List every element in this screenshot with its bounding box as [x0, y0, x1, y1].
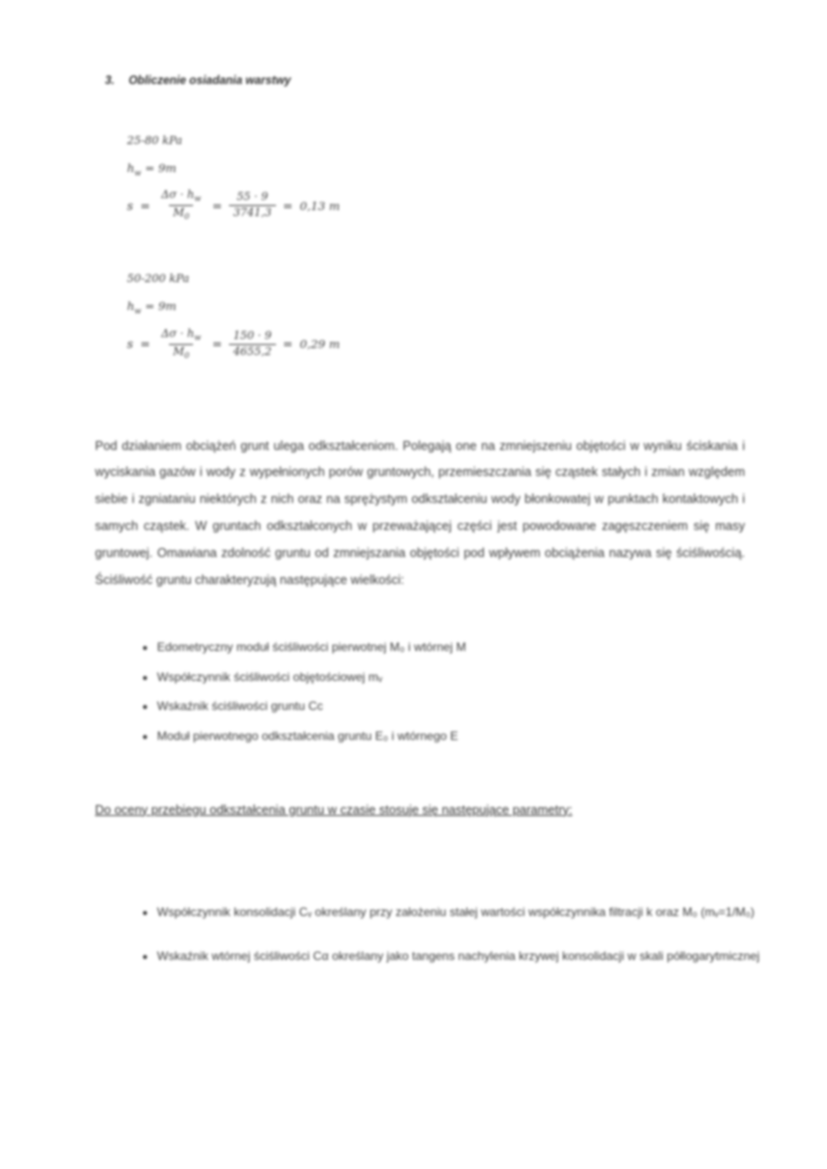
- settlement-formula: [127, 188, 745, 223]
- settlement-formula: [127, 327, 745, 362]
- time-parameters-list: [95, 897, 760, 972]
- list-item: • Wskaźnik ściśliwości gruntu Cc: [157, 697, 755, 716]
- layer-thickness: [127, 161, 745, 177]
- list-item: • Współczynnik konsolidacji Cᵥ określany przy założeniu stałej wartości współczynnika filtracji k oraz M₀ (mᵥ=1/M₀): [157, 897, 760, 928]
- compressibility-paragraph: Pod działaniem obciążeń grunt ulega odkształceniom. Polegają one na zmniejszeniu objętości w wyniku ściskania i wyciskania gazów i wody z wypełnionych porów gruntowych, przemieszczania się cząstek stałych i zmian względem siebie i zgniataniu niektórych z nich oraz na sprężystym odkształceniu wody błonkowatej w punktach kontaktowych i samych cząstek. W gruntach odkształconych w przeważającej części jest powodowane zagęszczeniem się masy gruntowej. Omawiana zdolność gruntu od zmniejszania objętości pod wpływem obciążenia nazywa się ściśliwością. Ściśliwość gruntu charakteryzują następujące wielkości:: [95, 438, 745, 587]
- layer-thickness: [127, 299, 745, 315]
- equals-sign: =: [282, 198, 293, 213]
- stress-range-label: 25-80 kPa: [127, 134, 183, 147]
- symbolic-fraction: [157, 188, 205, 223]
- fraction-numerator: 55 · 9: [236, 190, 269, 204]
- symbolic-fraction: [157, 327, 205, 362]
- equals-sign: =: [212, 198, 223, 213]
- thickness-value: = 9m: [144, 299, 177, 314]
- equals-sign: =: [140, 337, 151, 352]
- equals-sign: =: [282, 337, 293, 352]
- calc-block-2: [127, 272, 745, 361]
- numeric-fraction: [229, 190, 276, 221]
- compressibility-list: [95, 638, 755, 746]
- fraction-numerator: $\Delta\sigma \cdot h_w$: [161, 188, 202, 204]
- fraction-denominator: 4655,2: [229, 344, 276, 360]
- calc-block-1: [127, 134, 745, 223]
- time-parameters-heading: Do oceny przebiegu odkształcenia gruntu w czasie stosuje się następujące parametry:: [95, 802, 573, 817]
- settlement-result: 0,29 m: [299, 337, 340, 352]
- equals-sign: =: [212, 337, 223, 352]
- thickness-symbol: h: [127, 161, 135, 175]
- heading-number: 3.: [105, 75, 115, 87]
- fraction-denominator: 3741,3: [229, 205, 276, 221]
- list-item: • Moduł pierwotnego odkształcenia gruntu E₀ i wtórnego E: [157, 727, 755, 746]
- fraction-numerator: $\Delta\sigma \cdot h_w$: [161, 326, 202, 342]
- fraction-denominator: $M_0$: [169, 205, 193, 223]
- numeric-fraction: [229, 329, 276, 360]
- fraction-numerator: 150 · 9: [233, 328, 272, 342]
- section-heading: [105, 75, 745, 87]
- thickness-subscript: w: [134, 306, 142, 316]
- stress-range-label: 50-200 kPa: [127, 272, 190, 286]
- thickness-value: = 9m: [144, 161, 177, 175]
- list-item: • Współczynnik ściśliwości objętościowej mᵥ: [157, 668, 755, 687]
- thickness-subscript: w: [134, 168, 142, 178]
- list-item: • Wskaźnik wtórnej ściśliwości Cα określany jako tangens nachylenia krzywej konsolidacji w skali półlogarytmicznej: [157, 941, 760, 972]
- formula-lhs: s: [127, 198, 134, 213]
- thickness-symbol: h: [127, 299, 135, 314]
- formula-lhs: s: [127, 337, 134, 352]
- settlement-result: 0,13 m: [299, 198, 340, 213]
- list-item: • Edometryczny moduł ściśliwości pierwotnej M₀ i wtórnej M: [157, 638, 755, 657]
- equals-sign: =: [140, 198, 151, 213]
- fraction-denominator: $M_0$: [169, 344, 193, 362]
- heading-text: Obliczenie osiadania warstwy: [128, 75, 291, 87]
